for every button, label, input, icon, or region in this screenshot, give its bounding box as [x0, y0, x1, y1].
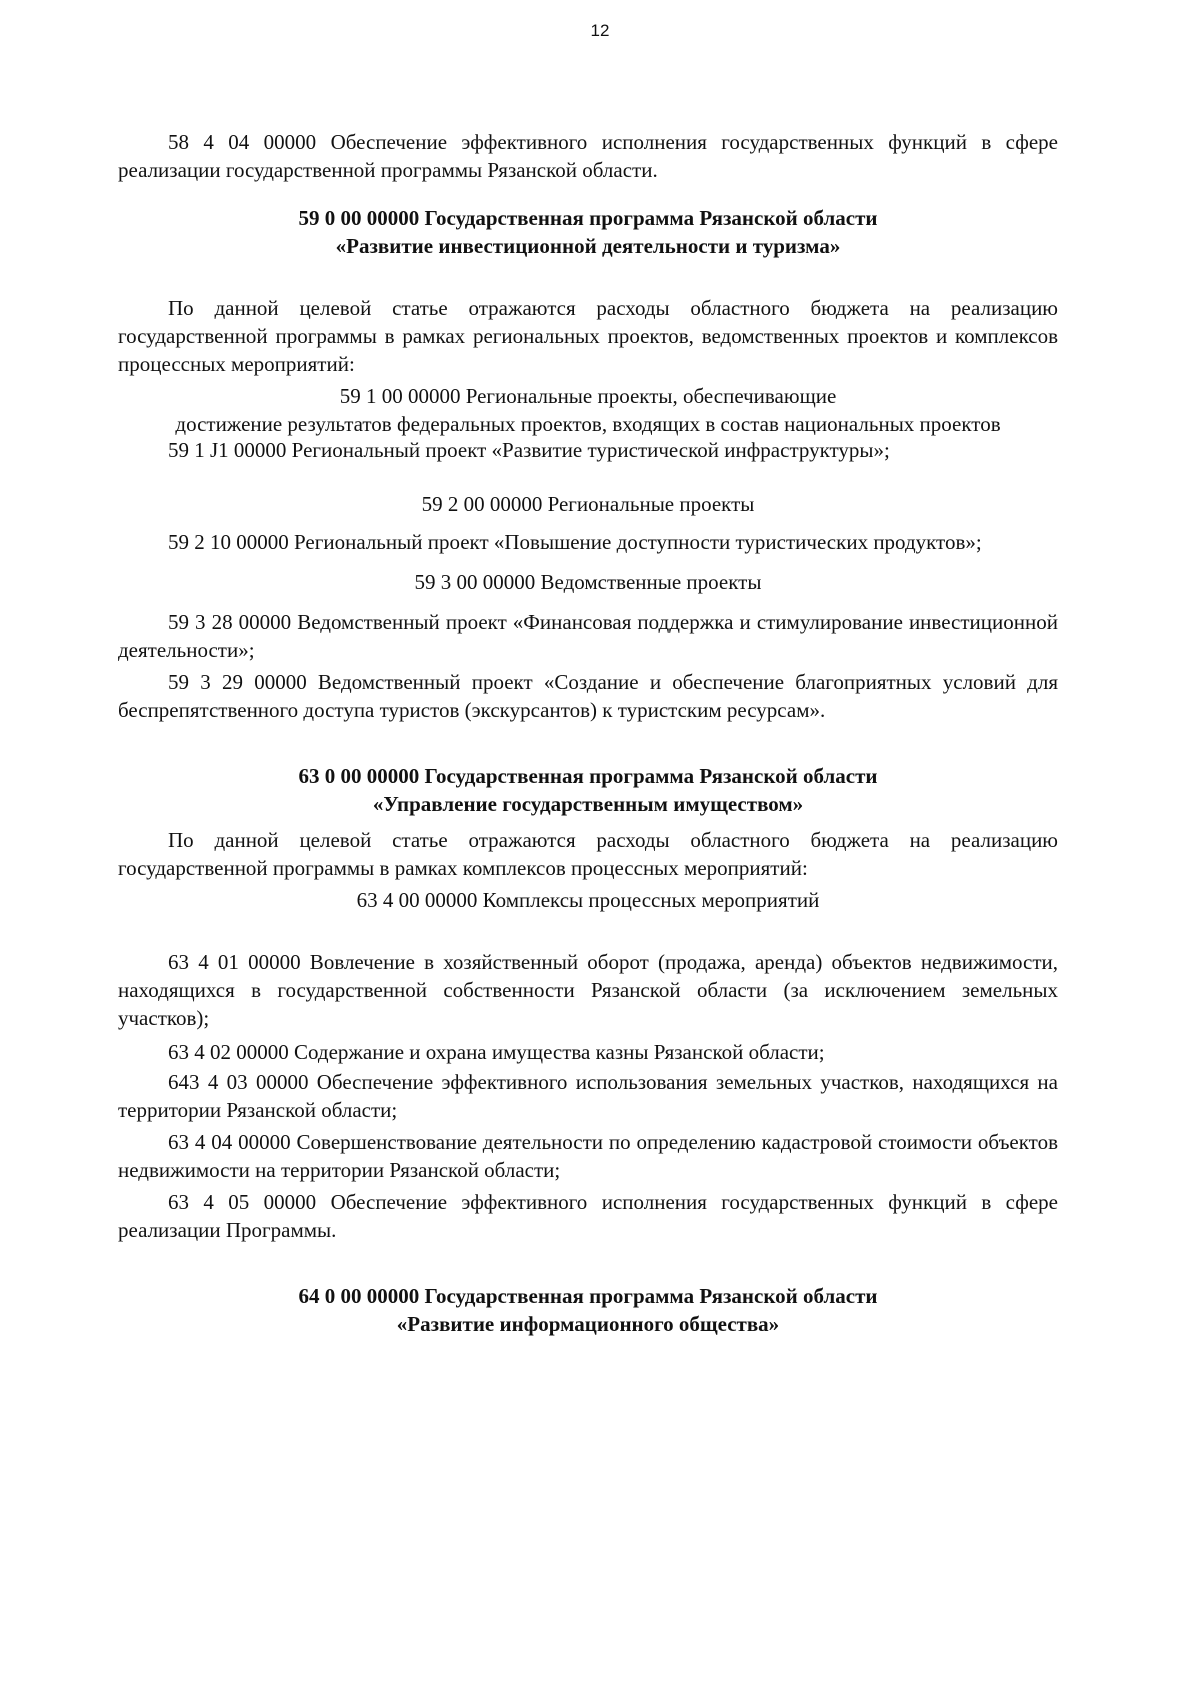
subheading-59-1 — [118, 382, 1058, 438]
paragraph-59-1-j1: 59 1 J1 00000 Региональный проект «Развитие туристической инфраструктуры»; — [168, 438, 890, 462]
heading-63-line1: 63 0 00 00000 Государственная программа Рязанской области — [298, 764, 878, 788]
paragraph-58-4-04: 58 4 04 00000 Обеспечение эффективного исполнения государственных функций в сфере реализации государственной программы Рязанской области. — [118, 130, 1058, 182]
heading-59-line2: «Развитие инвестиционной деятельности и туризма» — [335, 234, 841, 258]
paragraph-59-intro: По данной целевой статье отражаются расходы областного бюджета на реализацию государственной программы в рамках региональных проектов, ведомственных проектов и комплексов процессных мероприятий: — [118, 296, 1058, 376]
paragraph-59-2-10: 59 2 10 00000 Региональный проект «Повышение доступности туристических продуктов»; — [168, 530, 982, 554]
heading-program-64 — [118, 1282, 1058, 1338]
page-number: 12 — [590, 21, 610, 40]
heading-64-line1: 64 0 00 00000 Государственная программа Рязанской области — [298, 1284, 878, 1308]
paragraph-63-intro: По данной целевой статье отражаются расходы областного бюджета на реализацию государственной программы в рамках комплексов процессных мероприятий: — [118, 828, 1058, 880]
heading-59-line1: 59 0 00 00000 Государственная программа Рязанской области — [298, 206, 878, 230]
paragraph-59-3-29: 59 3 29 00000 Ведомственный проект «Создание и обеспечение благоприятных условий для беспрепятственного доступа туристов (экскурсантов) к туристским ресурсам». — [118, 670, 1058, 722]
subheading-63-4: 63 4 00 00000 Комплексы процессных мероприятий — [356, 888, 820, 912]
heading-64-line2: «Развитие информационного общества» — [396, 1312, 780, 1336]
subheading-59-1-line1: 59 1 00 00000 Региональные проекты, обеспечивающие — [339, 384, 837, 408]
subheading-59-3: 59 3 00 00000 Ведомственные проекты — [414, 570, 762, 594]
paragraph-63-4-04: 63 4 04 00000 Совершенствование деятельности по определению кадастровой стоимости объектов недвижимости на территории Рязанской области; — [118, 1130, 1058, 1182]
heading-63-line2: «Управление государственным имуществом» — [372, 792, 804, 816]
paragraph-63-4-05: 63 4 05 00000 Обеспечение эффективного исполнения государственных функций в сфере реализации Программы. — [118, 1190, 1058, 1242]
heading-program-59 — [118, 204, 1058, 260]
paragraph-63-4-02: 63 4 02 00000 Содержание и охрана имущества казны Рязанской области; — [168, 1040, 825, 1064]
subheading-59-2: 59 2 00 00000 Региональные проекты — [421, 492, 755, 516]
paragraph-59-3-28: 59 3 28 00000 Ведомственный проект «Финансовая поддержка и стимулирование инвестиционной деятельности»; — [118, 610, 1058, 662]
paragraph-63-4-01: 63 4 01 00000 Вовлечение в хозяйственный оборот (продажа, аренда) объектов недвижимости, находящихся в государственной собственности Рязанской области (за исключением земельных участков); — [118, 950, 1058, 1030]
paragraph-643-4-03: 643 4 03 00000 Обеспечение эффективного использования земельных участков, находящихся на территории Рязанской области; — [118, 1070, 1058, 1122]
subheading-59-1-line2: достижение результатов федеральных проектов, входящих в состав национальных проектов — [175, 412, 1001, 436]
heading-program-63 — [118, 762, 1058, 818]
